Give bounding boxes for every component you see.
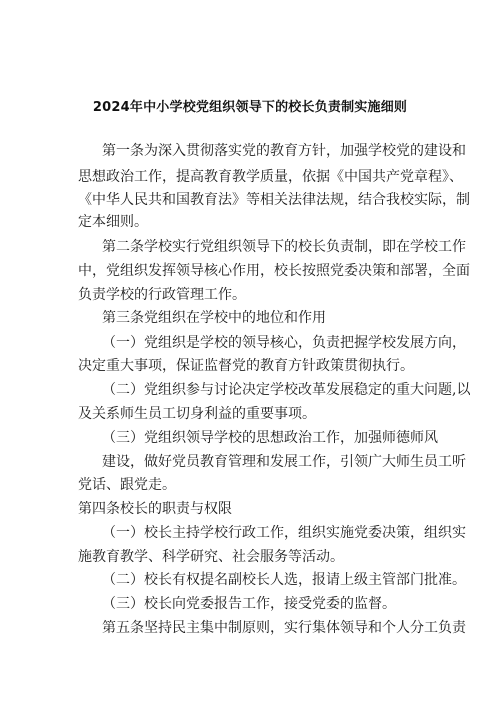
document-title: 2024年中小学校党组织领导下的校长负责制实施细则 [92, 100, 408, 115]
paragraph-line: 及关系师生员工切身利益的重要事项。 [78, 406, 316, 422]
paragraph-line: （一）党组织是学校的领导核心，负责把握学校发展方向， [102, 335, 466, 351]
paragraph-line: （三）党组织领导学校的思想政治工作，加强师德师风 [102, 430, 438, 446]
paragraph-line: （一）校长主持学校行政工作，组织实施党委决策，组织实 [102, 525, 466, 541]
paragraph-line: 第二条学校实行党组织领导下的校长负责制，即在学校工作 [102, 239, 466, 255]
paragraph-line: （二）党组织参与讨论决定学校改革发展稳定的重大问题,以 [102, 382, 471, 398]
paragraph-line: （三）校长向党委报告工作，接受党委的监督。 [102, 596, 396, 612]
paragraph-line: 建设，做好党员教育管理和发展工作，引领广大师生员工听 [102, 454, 466, 470]
paragraph-line: 思想政治工作，提高教育教学质量，依据《中国共产党章程》、 [78, 169, 463, 185]
paragraph-line: 施教育教学、科学研究、社会服务等活动。 [78, 549, 344, 565]
paragraph-line: 负责学校的行政管理工作。 [78, 287, 246, 303]
paragraph-line: 《中华人民共和国教育法》等相关法律法规，结合我校实际，制 [78, 192, 470, 208]
paragraph-line: 党话、跟党走。 [78, 477, 176, 493]
paragraph-line: 第一条为深入贯彻落实党的教育方针，加强学校党的建设和 [102, 143, 466, 159]
paragraph-line: 第五条坚持民主集中制原则，实行集体领导和个人分工负责 [102, 620, 466, 636]
paragraph-line: 决定重大事项，保证监督党的教育方针政策贯彻执行。 [78, 358, 414, 374]
paragraph-line: 定本细则。 [78, 214, 148, 230]
section-heading: 第四条校长的职责与权限 [78, 501, 232, 517]
paragraph-line: （二）校长有权提名副校长人选，报请上级主管部门批准。 [102, 572, 466, 588]
section-heading: 第三条党组织在学校中的地位和作用 [102, 310, 326, 326]
paragraph-line: 中，党组织发挥领导核心作用，校长按照党委决策和部署，全面 [78, 263, 470, 279]
